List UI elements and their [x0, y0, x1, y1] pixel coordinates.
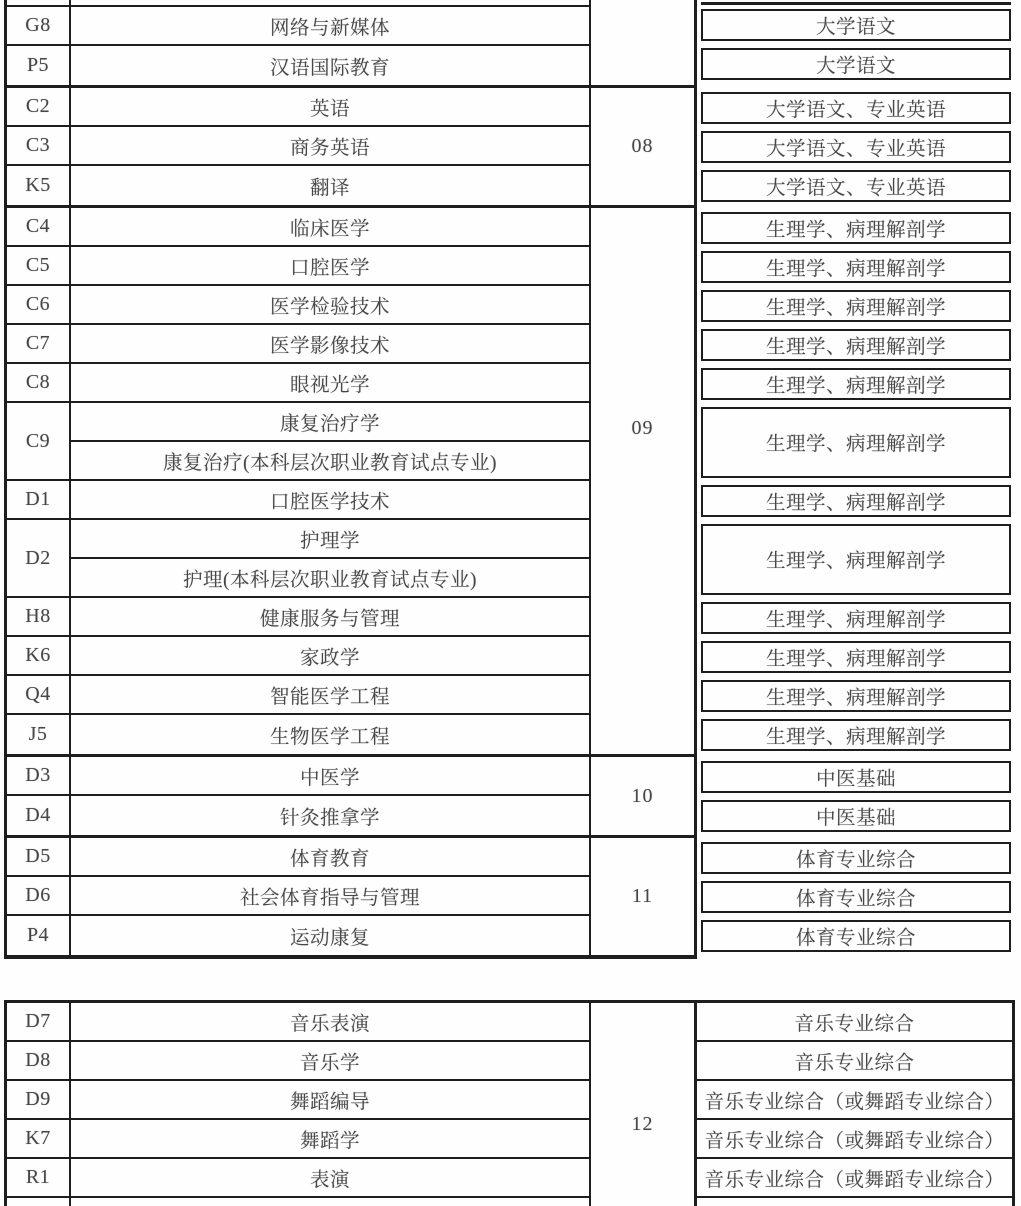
table-row: [7, 1159, 589, 1198]
table-row: [7, 7, 589, 46]
major-cell: 运动康复: [289, 927, 370, 949]
group-block: [4, 0, 1015, 88]
major-cells: [71, 598, 589, 635]
partial-row-top: [7, 0, 589, 7]
major-cells: [71, 757, 589, 794]
major-cell: 口腔医学技术: [269, 491, 390, 513]
code-cell: C5: [7, 247, 71, 284]
subject-box-fragment: [701, 0, 1011, 5]
row-grid: [4, 208, 697, 757]
major-cell: 网络与新媒体: [269, 17, 390, 39]
major-cells: [71, 247, 589, 284]
table-row: [7, 166, 589, 205]
table-row: [7, 1120, 589, 1159]
major-cell: 临床医学: [289, 218, 370, 240]
major-cell: 汉语国际教育: [269, 57, 390, 79]
subject-cell: 中医基础: [701, 800, 1011, 832]
table-row: [7, 838, 589, 877]
code-cell: D2: [7, 520, 71, 596]
subject-column: [697, 0, 1015, 88]
code-cell: P5: [7, 46, 71, 85]
rows-column: [7, 0, 589, 85]
row-grid: [4, 1000, 697, 1206]
code-cell: R1: [7, 1159, 71, 1196]
subject-cell: 生理学、病理解剖学: [701, 212, 1011, 244]
major-cell: 眼视光学: [289, 374, 370, 396]
code-cell: D4: [7, 796, 71, 835]
group-cell: [589, 88, 697, 205]
subject-cell: 生理学、病理解剖学: [701, 641, 1011, 673]
major-cell: 口腔医学: [289, 257, 370, 279]
group-block: [4, 88, 1015, 208]
group-block: [4, 1000, 1015, 1206]
group-block: [4, 208, 1015, 757]
major-cell: [71, 1198, 589, 1206]
code-cell: D3: [7, 757, 71, 794]
major-cells: [71, 916, 589, 955]
subject-box-fragment: [697, 1198, 1012, 1206]
major-cells: [71, 364, 589, 401]
subject-cell: 音乐专业综合: [697, 1003, 1012, 1042]
subject-cell: 生理学、病理解剖学: [701, 290, 1011, 322]
table-row: [7, 637, 589, 676]
major-cells: [71, 88, 589, 125]
code-cell: [7, 1198, 71, 1206]
subject-cell: 音乐专业综合: [697, 1042, 1012, 1081]
subject-column: [697, 757, 1015, 838]
major-cells: [71, 403, 589, 479]
rows-column: [7, 88, 589, 205]
subject-cell: 大学语文: [701, 48, 1011, 80]
major-cell: 医学检验技术: [269, 296, 390, 318]
major-cells: [71, 208, 589, 245]
subject-cell: 体育专业综合: [701, 842, 1011, 874]
subject-cell: 中医基础: [701, 761, 1011, 793]
code-cell: D5: [7, 838, 71, 875]
subject-cell: 体育专业综合: [701, 920, 1011, 952]
table-row: [7, 247, 589, 286]
table-row: [7, 403, 589, 481]
major-cells: [71, 1159, 589, 1196]
major-cells: [71, 325, 589, 362]
table-row: [7, 676, 589, 715]
code-cell: C7: [7, 325, 71, 362]
group-number: 08: [631, 135, 654, 157]
subject-cell: 音乐专业综合（或舞蹈专业综合）: [697, 1159, 1012, 1198]
major-cell: 社会体育指导与管理: [239, 887, 420, 909]
row-grid: [4, 88, 697, 208]
table-row: [7, 286, 589, 325]
group-cell: [589, 0, 697, 85]
subject-cell: 生理学、病理解剖学: [701, 329, 1011, 361]
major-cell: 护理(本科层次职业教育试点专业): [71, 557, 589, 596]
code-cell: C2: [7, 88, 71, 125]
table-row: [7, 598, 589, 637]
table-row: [7, 796, 589, 835]
code-cell: D8: [7, 1042, 71, 1079]
group-number: 09: [631, 417, 654, 439]
major-cell: 舞蹈学: [299, 1130, 360, 1152]
group-block: [4, 838, 1015, 959]
major-cell: 音乐学: [299, 1052, 360, 1074]
major-cells: [71, 166, 589, 205]
table-row: [7, 364, 589, 403]
table-row: [7, 127, 589, 166]
table-row: [7, 916, 589, 955]
major-cell: 商务英语: [289, 137, 370, 159]
code-cell: P4: [7, 916, 71, 955]
subject-cell: 大学语文、专业英语: [701, 170, 1011, 202]
subject-cell: 音乐专业综合（或舞蹈专业综合）: [697, 1120, 1012, 1159]
majors-exam-table-lower: [4, 1000, 1015, 1206]
major-cell: 针灸推拿学: [279, 807, 380, 829]
row-grid: [4, 0, 697, 88]
table-row: [7, 46, 589, 85]
table-row: [7, 325, 589, 364]
major-cell: 健康服务与管理: [259, 608, 400, 630]
group-cell: [589, 208, 697, 754]
subject-cell: 音乐专业综合（或舞蹈专业综合）: [697, 1081, 1012, 1120]
major-cell: 翻译: [309, 177, 350, 199]
code-cell: D1: [7, 481, 71, 518]
subject-cell: 生理学、病理解剖学: [701, 719, 1011, 751]
code-cell: H8: [7, 598, 71, 635]
code-cell: K7: [7, 1120, 71, 1157]
code-cell: C9: [7, 403, 71, 479]
subject-cell: 大学语文、专业英语: [701, 131, 1011, 163]
major-cells: [71, 1003, 589, 1040]
group-cell: [589, 838, 697, 955]
major-cell: [71, 0, 589, 5]
major-cells: [71, 796, 589, 835]
major-cells: [71, 520, 589, 596]
major-cells: [71, 1120, 589, 1157]
major-cell: 护理学: [299, 530, 360, 552]
code-cell: K5: [7, 166, 71, 205]
major-cells: [71, 715, 589, 754]
code-cell: Q4: [7, 676, 71, 713]
major-cells: [71, 676, 589, 713]
major-cells: [71, 127, 589, 164]
code-cell: C4: [7, 208, 71, 245]
major-cells: [71, 877, 589, 914]
table-row: [7, 1042, 589, 1081]
major-cell: 体育教育: [289, 848, 370, 870]
table-row: [7, 520, 589, 598]
rows-column: [7, 838, 589, 955]
subject-cell: 生理学、病理解剖学: [701, 251, 1011, 283]
table-row: [7, 208, 589, 247]
code-cell: K6: [7, 637, 71, 674]
major-cell: 康复治疗(本科层次职业教育试点专业): [71, 440, 589, 479]
table-row: [7, 757, 589, 796]
subject-cell: 大学语文、专业英语: [701, 92, 1011, 124]
majors-exam-table-upper: [4, 0, 1015, 959]
group-number: 12: [631, 1113, 654, 1135]
subject-column: [697, 838, 1015, 959]
major-cell: 家政学: [299, 647, 360, 669]
subject-cell: 大学语文: [701, 9, 1011, 41]
code-cell: C3: [7, 127, 71, 164]
partial-row-bottom: [7, 1198, 589, 1206]
major-cells: [71, 46, 589, 85]
major-cells: [71, 481, 589, 518]
subject-column: [697, 88, 1015, 208]
subject-cell: 生理学、病理解剖学: [701, 368, 1011, 400]
major-cell: 智能医学工程: [269, 686, 390, 708]
major-cell: 医学影像技术: [269, 335, 390, 357]
code-cell: D9: [7, 1081, 71, 1118]
table-row: [7, 877, 589, 916]
subject-cell: 生理学、病理解剖学: [701, 602, 1011, 634]
rows-column: [7, 757, 589, 835]
major-cell: 生物医学工程: [269, 726, 390, 748]
code-cell: J5: [7, 715, 71, 754]
major-cells: [71, 286, 589, 323]
table-row: [7, 715, 589, 754]
subject-cell: 体育专业综合: [701, 881, 1011, 913]
major-cells: [71, 1042, 589, 1079]
rows-column: [7, 1003, 589, 1206]
code-cell: C6: [7, 286, 71, 323]
table-row: [7, 1003, 589, 1042]
table-row: [7, 481, 589, 520]
row-grid: [4, 757, 697, 838]
major-cells: [71, 1081, 589, 1118]
major-cells: [71, 637, 589, 674]
subject-cell: 生理学、病理解剖学: [701, 680, 1011, 712]
code-cell: D7: [7, 1003, 71, 1040]
major-cell: 表演: [309, 1169, 350, 1191]
subject-column: [697, 208, 1015, 757]
major-cell: 康复治疗学: [279, 413, 380, 435]
major-cells: [71, 838, 589, 875]
code-cell: C8: [7, 364, 71, 401]
rows-column: [7, 208, 589, 754]
major-cells: [71, 7, 589, 44]
code-cell: [7, 0, 71, 5]
subject-cell: 生理学、病理解剖学: [701, 407, 1011, 478]
subject-cell: 生理学、病理解剖学: [701, 524, 1011, 595]
code-cell: G8: [7, 7, 71, 44]
major-cell: 英语: [309, 98, 350, 120]
subject-column: [697, 1000, 1015, 1206]
group-cell: [589, 1003, 697, 1206]
group-block: [4, 757, 1015, 838]
group-number: 11: [631, 885, 654, 907]
table-row: [7, 1081, 589, 1120]
major-cell: 舞蹈编导: [289, 1091, 370, 1113]
major-cell: 中医学: [299, 767, 360, 789]
major-cell: 音乐表演: [289, 1013, 370, 1035]
subject-cell: 生理学、病理解剖学: [701, 485, 1011, 517]
row-grid: [4, 838, 697, 959]
code-cell: D6: [7, 877, 71, 914]
group-number: 10: [631, 784, 654, 807]
group-cell: [589, 757, 697, 835]
table-row: [7, 88, 589, 127]
